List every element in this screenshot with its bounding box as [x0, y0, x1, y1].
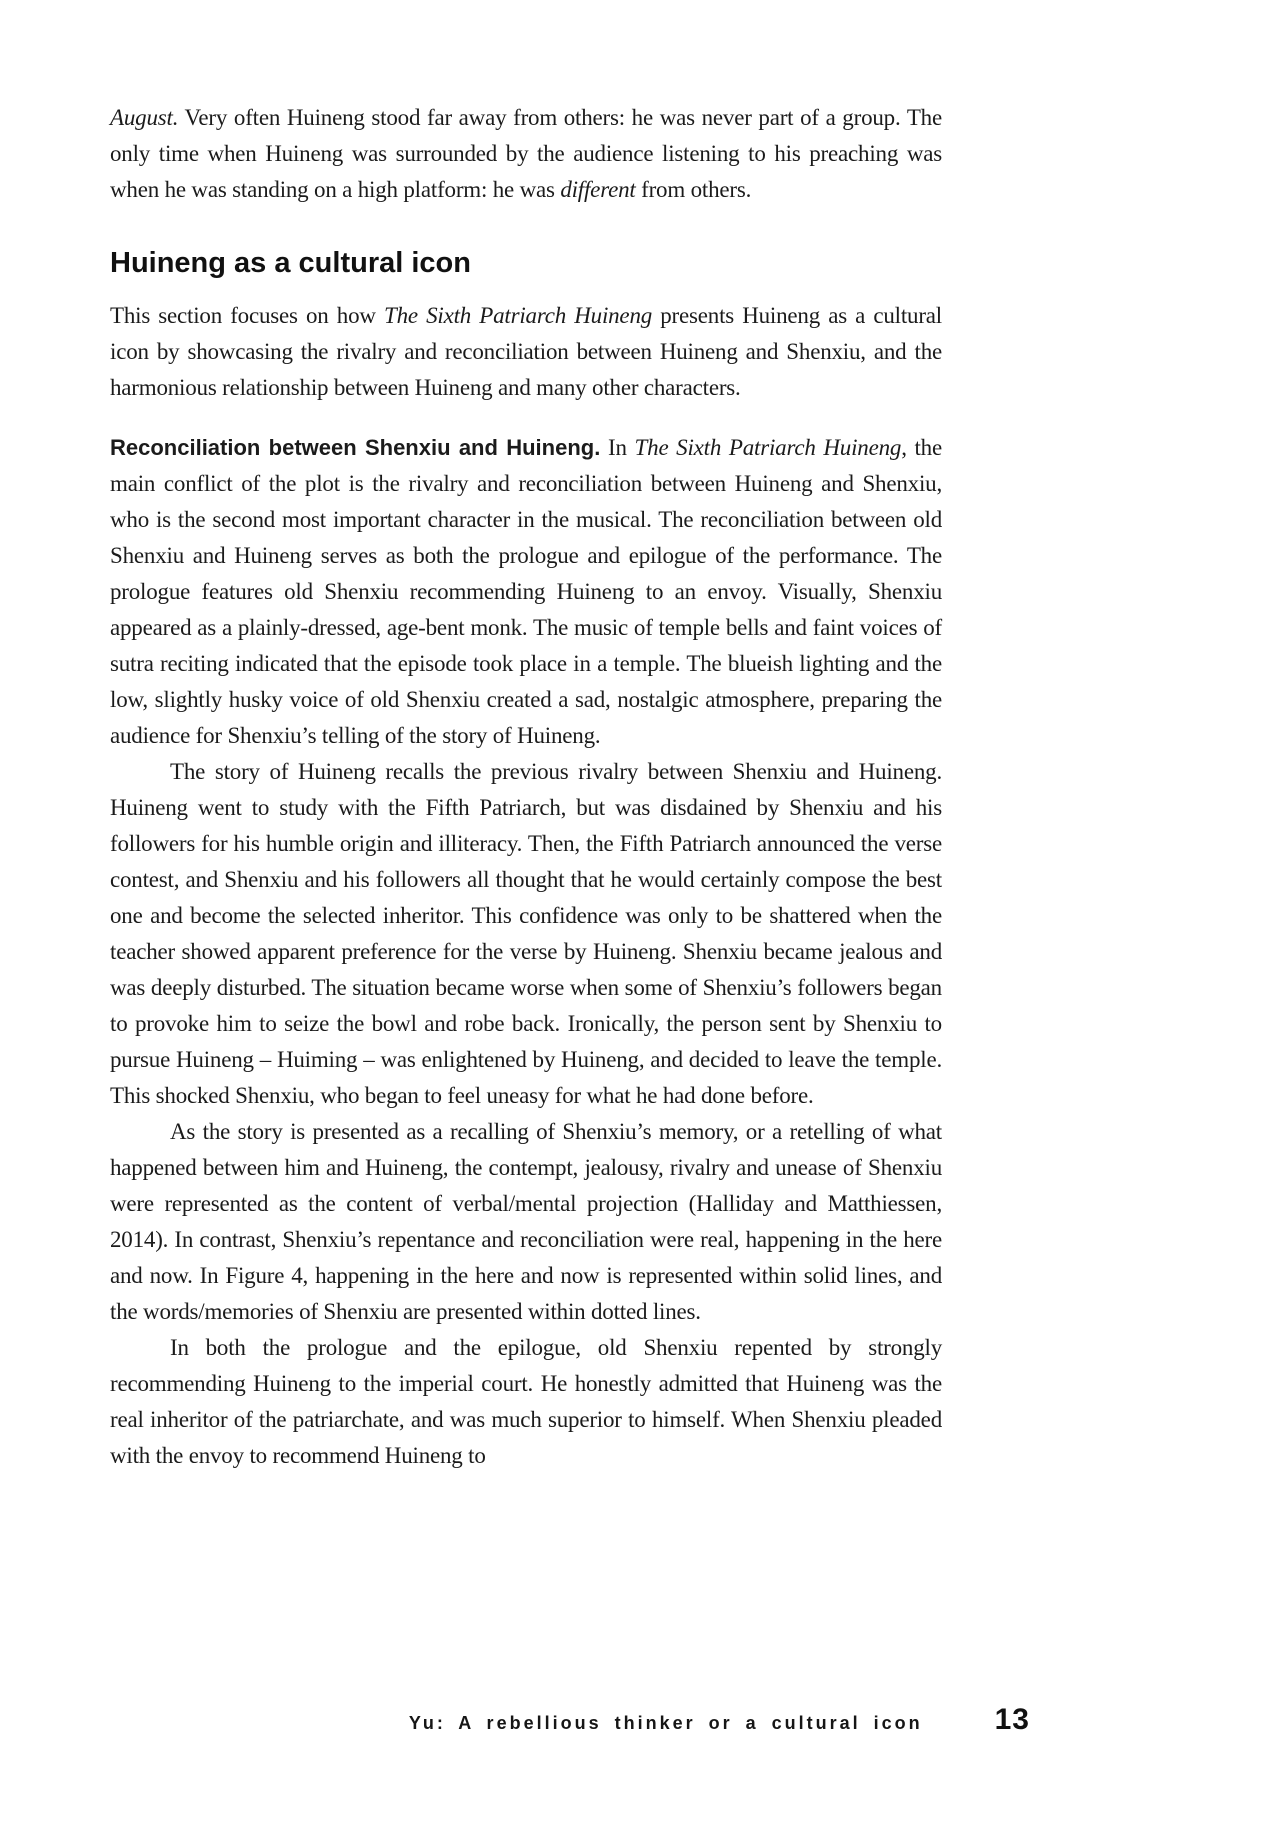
text-segment: , the main conflict of the plot is the rivalry and reconciliation between Huineng and Shenxiu, who is the second most important character in the musical. The reconciliation between old Shenxiu and Huineng serves as both the prologue and epilogue of the performance. The prologue features old Shenxiu recommending Huineng to an envoy. Visually, Shenxiu appeared as a plainly-dressed, age-bent monk. The music of temple bells and faint voices of sutra reciting indicated that the episode took place in a temple. The blueish lighting and the low, slightly husky voice of old Shenxiu created a sad, nostalgic atmosphere, preparing the audience for Shenxiu’s telling of the story of Huineng. — [110, 435, 942, 748]
continued-paragraph — [110, 100, 942, 208]
text-column — [110, 100, 942, 1474]
text-segment: This section focuses on how — [110, 303, 384, 328]
text-segment: In — [600, 435, 635, 460]
text-segment: In both the prologue and the epilogue, old Shenxiu repented by strongly recommending Huineng to the imperial court. He honestly admitted that Huineng was the real inheritor of the patriarchate, and was much superior to himself. When Shenxiu pleaded with the envoy to recommend Huineng to — [110, 1335, 942, 1468]
running-title: Yu: A rebellious thinker or a cultural icon — [408, 1713, 923, 1733]
text-segment: The story of Huineng recalls the previous rivalry between Shenxiu and Huineng. Huineng went to study with the Fifth Patriarch, but was disdained by Shenxiu and his followers for his humble origin and illiteracy. Then, the Fifth Patriarch announced the verse contest, and Shenxiu and his followers all thought that he would certainly compose the best one and become the selected inheritor. This confidence was only to be shattered when the teacher showed apparent preference for the verse by Huineng. Shenxiu became jealous and was deeply disturbed. The situation became worse when some of Shenxiu’s followers began to provoke him to seize the bowl and robe back. Ironically, the person sent by Shenxiu to pursue Huineng – Huiming – was enlightened by Huineng, and decided to leave the temple. This shocked Shenxiu, who began to feel uneasy for what he had done before. — [110, 759, 942, 1108]
body-paragraph — [110, 1114, 942, 1330]
body-paragraph — [110, 1330, 942, 1474]
subsection-paragraph — [110, 430, 942, 754]
text-segment: from others. — [635, 177, 752, 202]
section-heading: Huineng as a cultural icon — [110, 247, 471, 279]
section-intro-paragraph — [110, 298, 942, 406]
body-paragraph — [110, 754, 942, 1114]
text-segment: Very often Huineng stood far away from others: he was never part of a group. The only time when Huineng was surrounded by the audience listening to his preaching was when he was standing on a high platform: he was — [110, 105, 942, 202]
text-segment: presents Huineng as a cultural icon by showcasing the rivalry and reconciliation between Huineng and Shenxiu, and the harmonious relationship between Huineng and many other characters. — [110, 303, 942, 400]
run-in-heading: Reconciliation between Shenxiu and Huineng. — [110, 435, 601, 460]
page-number: 13 — [994, 1703, 1030, 1736]
text-segment: As the story is presented as a recalling of Shenxiu’s memory, or a retelling of what happened between him and Huineng, the contempt, jealousy, rivalry and unease of Shenxiu were represented as the content of verbal/mental projection (Halliday and Matthiessen, 2014). In contrast, Shenxiu’s repentance and reconciliation were real, happening in the here and now. In Figure 4, happening in the here and now is represented within solid lines, and the words/memories of Shenxiu are presented within dotted lines. — [110, 1119, 942, 1324]
text-segment: August. — [110, 105, 179, 130]
text-segment: The Sixth Patriarch Huineng — [383, 303, 653, 328]
text-segment: The Sixth Patriarch Huineng — [634, 435, 902, 460]
text-segment: different — [560, 177, 636, 202]
page-footer — [110, 1703, 1030, 1737]
